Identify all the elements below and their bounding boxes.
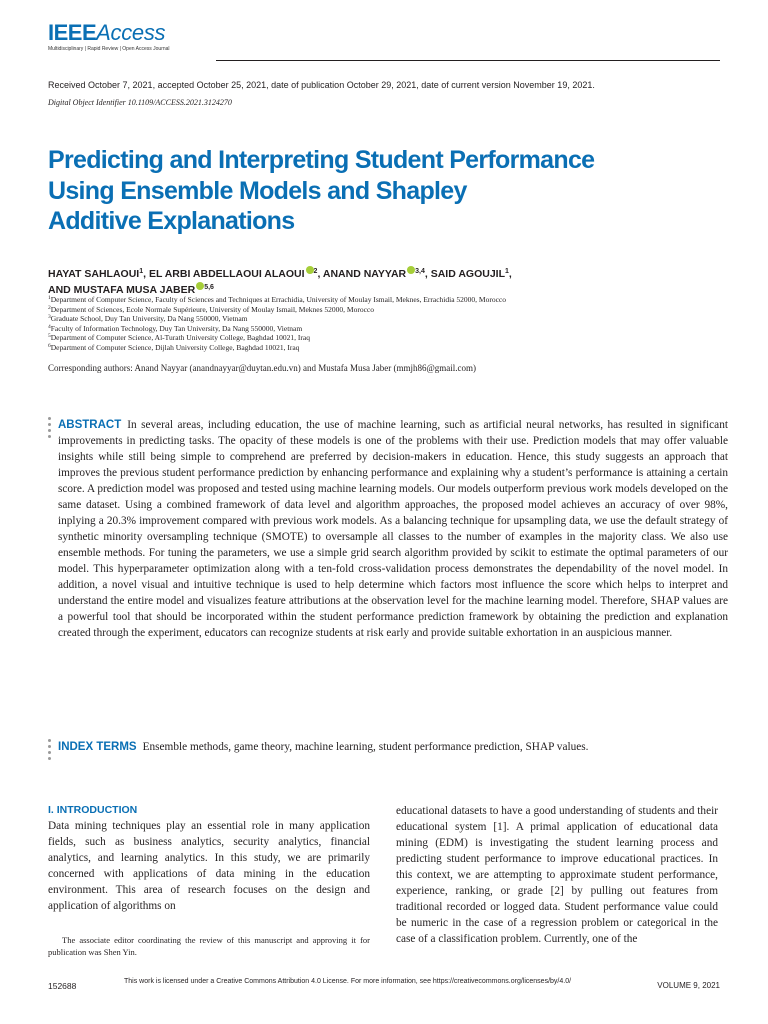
author-name: ANAND NAYYAR (322, 268, 407, 280)
header-rule (216, 60, 720, 61)
author-line (48, 266, 728, 282)
affiliation-text: Department of Computer Science, Dijlah University College, Baghdad 10021, Iraq (50, 342, 300, 352)
logo-ieee: IEEE (48, 20, 97, 45)
author-name: HAYAT SAHLAOUI (48, 268, 140, 280)
license-notice: This work is licensed under a Creative Commons Attribution 4.0 License. For more information, see https://creativecommons.org/licenses/by/4.0/ (124, 978, 572, 985)
affiliation (48, 305, 728, 315)
introduction-heading: I. INTRODUCTION (48, 804, 138, 816)
author-affil-sup: 3,4 (415, 268, 425, 275)
volume-info: VOLUME 9, 2021 (657, 981, 720, 990)
author-separator: , (317, 268, 323, 280)
orcid-icon[interactable] (306, 266, 314, 274)
doi: Digital Object Identifier 10.1109/ACCESS.2021.3124270 (48, 98, 232, 107)
page-number: 152688 (48, 981, 77, 991)
abstract (58, 417, 728, 641)
affiliations (48, 295, 728, 353)
title-line: Using Ensemble Models and Shapley (48, 176, 467, 205)
corresponding-authors: Corresponding authors: Anand Nayyar (anandnayyar@duytan.edu.vn) and Mustafa Musa Jaber (mmjh86@gmail.com) (48, 363, 476, 373)
author-list (48, 266, 728, 298)
index-terms-heading: INDEX TERMS (58, 741, 137, 753)
author-affil-sup: 1 (139, 268, 144, 275)
author-affil-sup: 1 (505, 268, 509, 275)
affiliation-number: 3 (48, 314, 51, 321)
author-name: AND MUSTAFA MUSA JABER (48, 284, 196, 296)
logo-tagline: Multidisciplinary | Rapid Review | Open Access Journal (48, 46, 170, 52)
author-separator: , (508, 268, 512, 280)
affiliation-text: Graduate School, Duy Tan University, Da Nang 550000, Vietnam (50, 314, 248, 324)
orcid-icon[interactable] (407, 266, 415, 274)
author-name: EL ARBI ABDELLAOUI ALAOUI (148, 268, 305, 280)
orcid-icon[interactable] (196, 282, 204, 290)
affiliation-text: Faculty of Information Technology, Duy Tan University, Da Nang 550000, Vietnam (50, 323, 303, 333)
author-name: SAID AGOUJIL (430, 268, 506, 280)
affiliation (48, 343, 728, 353)
affiliation (48, 314, 728, 324)
affiliation-number: 5 (48, 333, 51, 340)
affiliation-number: 2 (48, 304, 51, 311)
abstract-text: In several areas, including education, the use of machine learning, such as artificial neural networks, has resulted in significant improvements in predicting tasks. The opacity of these models is one of the problems with their use. Prediction models that may offer valuable insights while still being simple to comprehend are preferred by decision-makers in education. Hence, this study suggests an approach that improves the previous student performance prediction by enhancing performance and explaining why a student’s performance is attaining a certain score. A prediction model was proposed and tested using machine learning models. Our models outperform previous work models developed on the same dataset. Using a combined framework of data level and algorithm approaches, the proposed model achieves an accuracy of over 98%, inplying a 20.3% improvement compared with previous work models. As a balancing technique for upsampling data, we use the default strategy of synthetic minority oversampling technique (SMOTE) to oversample all classes to the number of examples in the majority class. We also use ensemble methods. For tuning the parameters, we use a simple grid search algorithm provided by scikit to estimate the optimal parameters of our model. This hyperparameter optimization along with a ten-fold cross-validation process demonstrates the dependability of the novel model. In addition, a novel visual and intuitive technique is used to help determine which factors most influence the score which helps to interpret and understand the entire model and visualizes feature attributions at the observation level for the machine learning model. Therefore, SHAP values are a powerful tool that should be incorporated within the student performance prediction framework by obtaining the prediction and explanation created through the experiment, educators can recognize students at risk early and provide suitable exhortation in an auspicious manner. (58, 419, 728, 639)
affiliation-number: 6 (48, 342, 51, 349)
logo-access: Access (96, 20, 166, 45)
introduction-column (48, 803, 370, 914)
paper-title (48, 145, 648, 237)
editor-footnote: The associate editor coordinating the review of this manuscript and approving it for publication was Shen Yin. (48, 935, 370, 957)
abstract-heading: ABSTRACT (58, 419, 122, 431)
author-separator: , (424, 268, 431, 280)
journal-logo (48, 22, 170, 52)
affiliation (48, 324, 728, 334)
abstract-dots-icon (48, 417, 52, 441)
author-affil-sup: 5,6 (204, 284, 214, 291)
right-column-text: educational datasets to have a good understanding of students and their educational system [1]. A primal application of educational data mining (EDM) is investigating the student learning process and predicting student performance to improve educational practices. In this context, we are attempting to approximate student performance, experience, ranking, or grade [2] by pulling out features from traditional recorded or logged data. Student performance value could be numeric in the case of a regression problem or categorical in the case of a classification problem. Currently, one of the (396, 805, 718, 945)
affiliation-text: Department of Computer Science, Al-Turath University College, Baghdad 10021, Iraq (50, 333, 311, 343)
introduction-text: Data mining techniques play an essential role in many application fields, such as business analytics, security analytics, financial analytics, and learning analytics. In this study, we are primarily concerned with applications of data mining in the education environment. This area of research focuses on the design and application of algorithms on (48, 820, 370, 912)
author-separator: , (143, 268, 149, 280)
index-terms-text: Ensemble methods, game theory, machine learning, student performance prediction, SHAP values. (142, 741, 589, 753)
affiliation-number: 4 (48, 323, 51, 330)
title-line: Predicting and Interpreting Student Performance (48, 146, 595, 174)
received-dates: Received October 7, 2021, accepted October 25, 2021, date of publication October 29, 2021, date of current version November 19, 2021. (48, 80, 595, 90)
index-terms (58, 739, 728, 755)
affiliation (48, 295, 728, 305)
title-line: Additive Explanations (48, 207, 295, 235)
affiliation-number: 1 (48, 295, 51, 301)
index-terms-dots-icon (48, 739, 52, 763)
author-affil-sup: 2 (313, 268, 318, 275)
affiliation-text: Department of Sciences, Ecole Normale Supérieure, University of Moulay Ismail, Meknes 52000, Morocco (50, 304, 374, 314)
affiliation-text: Department of Computer Science, Faculty of Sciences and Techniques at Errachidia, University of Moulay Ismail, Meknes, Errachidia 52000, Morocco (50, 295, 506, 304)
affiliation (48, 333, 728, 343)
